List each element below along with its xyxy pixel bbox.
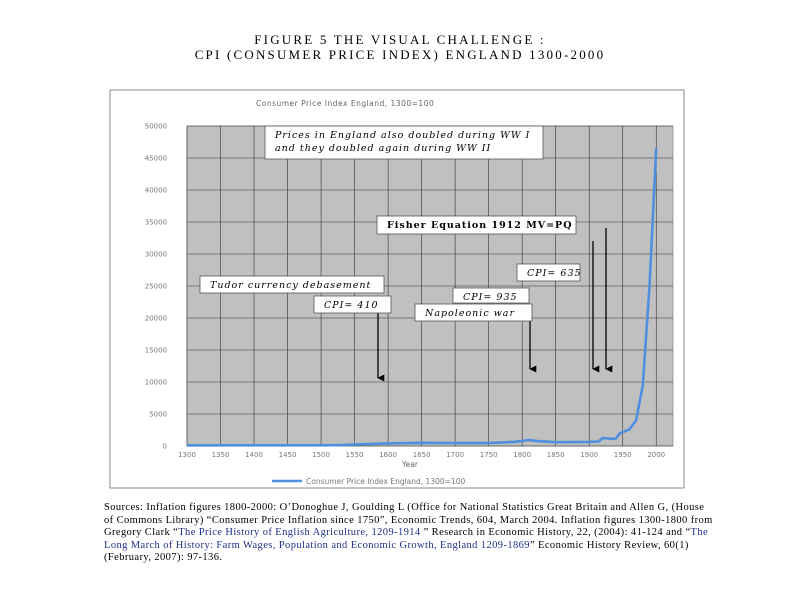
y-tick-label: 50000 bbox=[144, 122, 167, 131]
annotation-text: CPI= 935 bbox=[463, 292, 518, 303]
x-tick-label: 1700 bbox=[446, 451, 465, 459]
x-tick-label: 1300 bbox=[178, 451, 196, 459]
x-tick-label: 1750 bbox=[479, 451, 498, 459]
x-tick-label: 1550 bbox=[345, 451, 364, 459]
x-tick-label: 1500 bbox=[312, 451, 330, 459]
annotation-text: Napoleonic war bbox=[425, 308, 515, 319]
x-tick-label: 1400 bbox=[245, 451, 263, 459]
figure-title: FIGURE 5 THE VISUAL CHALLENGE : bbox=[254, 32, 546, 47]
annotation-fisher bbox=[377, 216, 576, 234]
annotation-text: Prices in England also doubled during WW I bbox=[275, 130, 531, 141]
sources-link-long-march[interactable]: The Long March of History: Farm Wages, Population and Economic Growth, England 1209-1869 bbox=[104, 527, 709, 551]
sources-note bbox=[104, 502, 714, 565]
annotation-cpi635 bbox=[517, 264, 582, 281]
annotation-cpi410 bbox=[314, 296, 391, 313]
x-tick-label: 2000 bbox=[647, 451, 666, 459]
y-tick-label: 40000 bbox=[144, 186, 167, 195]
chart-title: Consumer Price Index England, 1300=100 bbox=[256, 99, 435, 108]
x-tick-label: 1950 bbox=[613, 451, 632, 459]
annotation-tudor bbox=[200, 276, 384, 293]
x-axis-label: Year bbox=[402, 460, 418, 469]
y-tick-label: 35000 bbox=[144, 218, 167, 227]
legend-label: Consumer Price Index England, 1300=100 bbox=[306, 477, 466, 486]
y-tick-label: 5000 bbox=[149, 410, 167, 419]
x-tick-label: 1600 bbox=[379, 451, 398, 459]
x-axis-ticks bbox=[178, 451, 665, 459]
annotation-ww bbox=[265, 126, 543, 159]
annotation-napoleon bbox=[415, 304, 532, 321]
sources-text-2: ” Research in Economic History, 22, (2004): 41-124 and “ bbox=[420, 527, 691, 538]
y-tick-label: 15000 bbox=[144, 346, 167, 355]
annotation-cpi935 bbox=[453, 288, 529, 303]
x-tick-label: 1900 bbox=[580, 451, 599, 459]
sources-link-price-history[interactable]: The Price History of English Agriculture, 1209-1914 bbox=[178, 527, 421, 538]
x-tick-label: 1450 bbox=[278, 451, 297, 459]
sources-text-1: Sources: Inflation figures 1800-2000: O’Donoghue J, Goulding L (Office for National Statistics Great Britain and Allen G, (House of Commons Library) “Consumer Price Inflation since 1750”, Economic Trends, 604, March 2004. Inflation figures 1300-1800 from Gregory Clark “ bbox=[104, 502, 713, 538]
annotation-text: Fisher Equation 1912 MV=PQ bbox=[387, 220, 573, 231]
x-tick-label: 1650 bbox=[412, 451, 431, 459]
y-tick-label: 45000 bbox=[144, 154, 167, 163]
x-tick-label: 1350 bbox=[211, 451, 230, 459]
annotation-text: CPI= 410 bbox=[324, 300, 379, 311]
y-tick-label: 30000 bbox=[144, 250, 167, 259]
x-tick-label: 1800 bbox=[513, 451, 532, 459]
sources-text-3: ” Economic History Review, 60(1) (February, 2007): 97-136. bbox=[104, 539, 689, 563]
annotation-text: Tudor currency debasement bbox=[210, 280, 372, 291]
figure-subtitle: CPI (CONSUMER PRICE INDEX) ENGLAND 1300-2000 bbox=[194, 47, 606, 62]
y-tick-label: 20000 bbox=[144, 314, 167, 323]
annotation-text: CPI= 635 bbox=[527, 268, 582, 279]
x-tick-label: 1850 bbox=[546, 451, 565, 459]
annotation-text: and they doubled again during WW II bbox=[275, 143, 492, 154]
y-tick-label: 25000 bbox=[144, 282, 167, 291]
y-tick-label: 10000 bbox=[144, 378, 167, 387]
y-tick-label: 0 bbox=[162, 442, 167, 451]
